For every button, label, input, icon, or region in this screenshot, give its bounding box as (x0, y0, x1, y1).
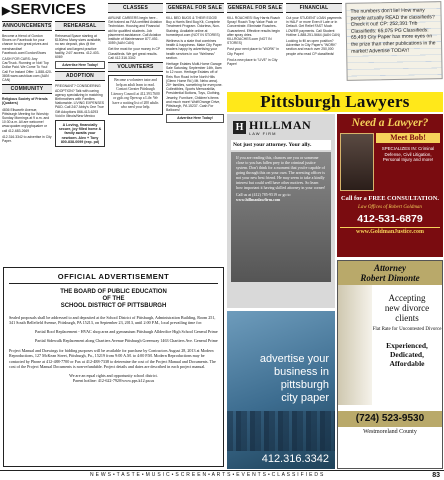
board-line-3: SCHOOL DISTRICT OF PITTSBURGH (60, 303, 167, 309)
dimonte-l1: Accepting (388, 293, 426, 303)
goldman-office: Law Offices of Robert Goldman (358, 204, 422, 210)
goldman-meet: Meet Bob! (376, 133, 440, 143)
board-line-2: OF THE (102, 296, 125, 302)
ad-post-work: Post your next place to "WORK" in City Paper! (227, 47, 279, 56)
header-adoption: ADOPTION (55, 71, 105, 81)
dimonte-label: Attorney (373, 263, 406, 273)
goldman-phone: 412-531-6879 (357, 212, 423, 225)
col-general-sale-2 (227, 3, 283, 91)
official-footer-2: Parent hotline: 412-622-7920/www.pps.k12.pa.us (72, 377, 155, 383)
ad-gordon-shoes: Become a friend of Gordon Shoes on Facebook for your chance to win great prizes and merchandise! Facebook.com/GordonShoes (2, 34, 48, 55)
ad-rehearsal-space: Rehearsal Space starting at $150/mo Many sizes available, no sec deposit, plus @ the original and largest practice facility, 24/7 access. 412-403-6069 (55, 34, 102, 60)
official-footer-1: We are an equal rights and opportunity school district. (69, 372, 158, 378)
col-classes (108, 3, 163, 266)
ad-cash-for-cars: CASH FOR CARS: Any Car/Truck. Running or Not! Top Dollar Paid. We Come To You! Call For Instant Offer: 1-888-420-3808 www.cash4car.com (AAN CAN) (2, 57, 52, 83)
advertise-line-1: advertise your (259, 353, 329, 365)
ad-literacy: Become a volunteer tutor and help an adult learn to read. Contact Greater Pittsburgh Literacy Council at 412.393.7600 or gplc.org Open up a Life. We have a waiting list of 200 adults who need your help. (111, 78, 160, 110)
advertise-line-3: pittsburgh (280, 379, 329, 391)
dimonte-ad (337, 260, 443, 469)
hillman-ad (227, 114, 335, 308)
col-financial (286, 3, 342, 91)
hillman-phone: Call us at (412) 785-9519 or go to (236, 192, 291, 197)
hillman-sub: LAW FIRM (249, 131, 277, 136)
goldman-web: www.GoldmanJustice.com (340, 227, 440, 236)
header-general-sale-1: GENERAL FOR SALE (167, 5, 223, 11)
header-classes: CLASSES (108, 3, 163, 13)
advertise-ad (227, 311, 335, 469)
ad-advertise-box-2: Advertise Here Today! (166, 114, 224, 122)
classifieds-note (345, 1, 442, 81)
col-general-sale-1 (166, 3, 224, 266)
official-intro: Sealed proposals shall be addressed to and deposited at the School District of Pittsburgh, Administration Building, Room 251, 341 South Bellefield Avenue, Pittsburgh, PA 15213, on September 23, 2013, until 2:00 P.M., local prevailing time for: (9, 315, 216, 326)
services-title: ▶SERVICES (2, 1, 87, 18)
official-advertisement (3, 267, 224, 467)
header-announcements: ANNOUNCEMENTS (2, 23, 52, 29)
scales-icon (338, 285, 372, 405)
hillman-logo-icon: H (233, 121, 246, 134)
skyline-icon (227, 411, 335, 451)
ad-advertise-box: Advertise Here Today! (55, 61, 105, 69)
footer-nav: N E W S • T A S T E • M U S I C • S C R E E N • A R T S • E V E N T S • C L A S S I F I E D S (90, 472, 324, 478)
ad-advertise: 412.316.3342 to advertise in City Paper. (2, 134, 52, 144)
goldman-title: Need a Lawyer? (351, 117, 429, 129)
goldman-call: Call for a FREE CONSULTATION. (341, 195, 439, 202)
advertise-line-4: city paper (281, 392, 329, 404)
header-financial: FINANCIAL (286, 3, 342, 13)
page-footer (0, 470, 444, 480)
col-announcements (2, 21, 52, 266)
hillman-web: www.hillmanlawfirm.com (236, 197, 281, 202)
ad-loving-home: A Loving, financially secure, joy filled home & family awaits your newborn. Alex + Tony 800-838-0099 (exp. pd) (55, 120, 105, 147)
ad-airline: AIRLINE CAREERS begin here - Get trained as FAA certified Aviation Technician. Housing and Financial aid for qualified students. Job placement assistance. Call Aviation Institute of Maintenance 877-492-3059 (AAN CAN) (108, 16, 163, 46)
header-general-sale-2: GENERAL FOR SALE (227, 5, 283, 11)
dimonte-l2: new divorce (384, 303, 430, 313)
header-volunteers: VOLUNTEERS (108, 62, 163, 72)
official-item-2: Partial Sidewalk Replacement along Chartiers Avenue Pittsburgh Greenway 1463 Chartiers Ave. General Prime (35, 338, 218, 344)
ad-quakers-title: Religious Society of Friends (Quakers) (2, 97, 48, 106)
official-body: Project Manual and Drawings for bidding purposes will be available for purchase by Contractors August 28, 2013 at Modern Reproductions, 127 McKean Street, Pittsburgh, Pa., 15219 from 9:00 A.M. to 4:00 P.M. Modern Reproductions may be contacted by Phone at 412-488-7700 or Fax at 412-488-7338 to determine the cost of the Project Manual and Documents. The cost of the Project Manual Documents is non-refundable. Project details and dates are described in each project manual. (9, 348, 216, 369)
lawyers-banner (227, 92, 443, 112)
header-rehearsal: REHEARSAL (55, 21, 105, 31)
advertise-phone: 412.316.3342 (261, 453, 329, 465)
arrow-icon: ▶ (2, 5, 11, 17)
header-community: COMMUNITY (2, 84, 52, 94)
ad-find-live: Find a new place to "LIVE" in City Paper! (227, 57, 278, 67)
dimonte-l6: Dedicated, (390, 350, 424, 359)
ad-bed-bugs: KILL BED BUGS & THEIR EGGS! Buy a Harris Bed Bug Kit, Complete Treatment Program. Odorless, Non-Staining. Available online at homedepot.com (NOT IN STORES) (166, 16, 220, 37)
dimonte-l5: Experienced, (386, 341, 428, 350)
hillman-tagline: Not just your attorney. Your ally. (231, 140, 331, 150)
board-line-1: THE BOARD OF PUBLIC EDUCATION (60, 289, 167, 295)
dimonte-name: Robert Dimonte (360, 273, 420, 283)
goldman-spec: SPECIALIZES IN: Criminal Defense, Civil Litigation, Personal Injury and more! (381, 146, 435, 163)
official-heading: OFFICIAL ADVERTISEMENT (9, 272, 218, 284)
dimonte-l4: Flat Rate for Uncontested Divorce (372, 327, 442, 332)
goldman-ad (337, 114, 443, 257)
banner-text: Pittsburgh Lawyers (260, 92, 410, 111)
note-text: The numbers don't lie! How many people actually READ the classifieds? Check it out! CP: 252,391 Trib Classifieds: 65,075 PG Classifieds: 65,493 City Paper has more eyes on the prize than other publications in the market! Advertise TODAY! (350, 7, 436, 55)
dimonte-l3: clients (395, 313, 419, 323)
page-number: 83 (432, 472, 440, 479)
hillman-name: HILLMAN (249, 118, 312, 132)
ad-adoption: PREGNANT? CONSIDERING ADOPTION? Talk with caring agency specializing in matching Birthmothers with Families Nationwide. LIVING EXPENSES PAID. Call 24/7 Abby's One True Gift Adoptions 866-413-6293 Void in Illinois/New Mexico (55, 84, 104, 118)
dimonte-phone: (724) 523-9530 (338, 411, 442, 427)
ad-student-loan: Cut your STUDENT LOAN payments in HALF or more Even if Late or in Default. Get Relief FAST Much LOWER payments. Call Student Hotline 1-888-251-5664 (AAN CAN) (286, 16, 342, 37)
ad-wellness: Wellness is a state that combines health & happiness. Make City Paper readers happy by advertising your health services in our "Wellness" section. (166, 39, 222, 60)
ad-get-most: Get the most for your money in CP Classifieds. We get great results. Call 412.316.3342 (108, 47, 161, 60)
ad-garage-sale: Heritage Estates Multi-Home Garage Sale Saturday, September 14th, 8am to 12 noon. Heritage Estates off of Reis Run Road in the North Hills (Glenn Home Rd.) Mt. Nebo area). 20+ families, something for everyone. Collectibles, Sports Memorabilia, Presidential Buttons, Toys, Clothing, Jewelry, Furniture, Children's items and much more! Wolf/Orange Drive, Pittsburgh, PA 15237. Cash For Balloons! (166, 62, 223, 113)
col-rehearsal (55, 21, 105, 266)
ad-quakers: 4836 Ellsworth Avenue, Pittsburgh Meeting for Worship Sunday Mornings at 9 a.m. and 10:30 a.m. All are welcome! www.quaker.org/pghquaker or call 412-683-2669 (2, 107, 50, 133)
dimonte-l7: Affordable (389, 359, 425, 368)
lawyer-photo-icon (340, 133, 374, 191)
ad-roaches: KILL ROACHES! Buy Harris Roach Spray! Roach Trap Value Pack or Concentrate. Eliminate Roaches-Guaranteed. Effective results begin after spray dries. KILLROACHES.com (NOT IN STORES) (227, 16, 281, 46)
official-item-1: Partial Roof Replacement - HVAC shop area and gymnasium Pittsburgh Allderdice High School General Prime (35, 329, 218, 335)
hillman-body: If you are reading this, chances are you or someone close to you has fallen prey to the criminal justice system. Don't think for a moment that you're capable of going through this on your own. The arresting officer is not your new best friend. He may seem to take a kindly interest but could well have other motives. So learn how important it having skilled attorney in your corner! (236, 155, 326, 190)
advertise-line-2: business in (273, 366, 329, 378)
dimonte-area: Westmoreland County (363, 429, 417, 435)
ad-fill-position: Looking to fill an open position? Advertise in City Paper's "WORK" section and reach over 250,000 people who read CP classifieds! (286, 39, 337, 56)
